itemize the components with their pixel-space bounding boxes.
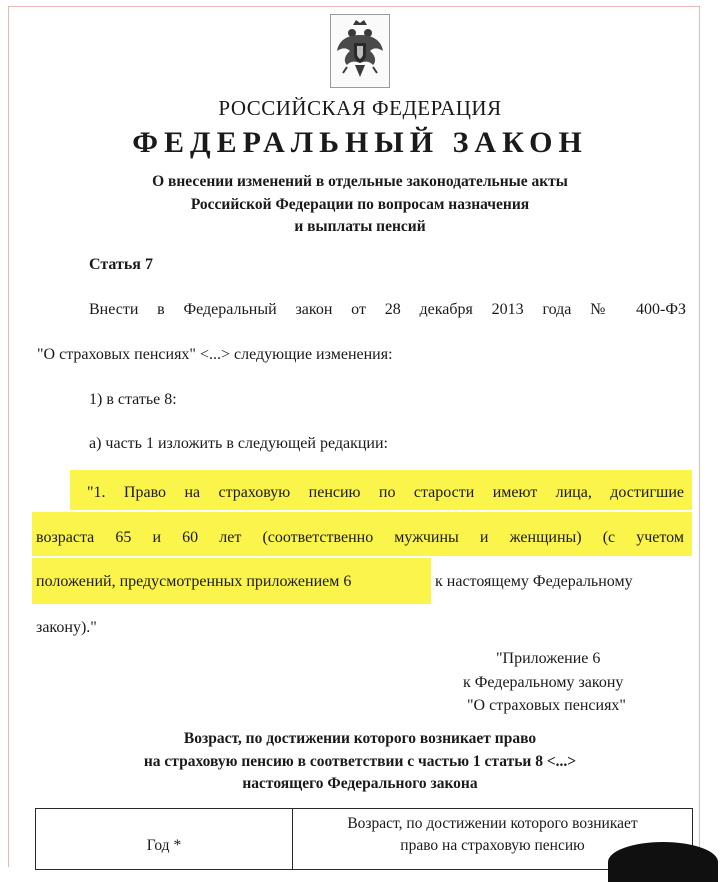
law-subtitle-line: Российской Федерации по вопросам назначения: [190, 196, 530, 213]
article-heading: Статья 7: [89, 256, 153, 273]
law-subtitle-line: О внесении изменений в отдельные законодательные акты: [152, 173, 568, 190]
annex-title-line: Возраст, по достижении которого возникает право: [183, 730, 537, 747]
article-intro-line: "О страховых пенсиях" <...> следующие изменения:: [37, 346, 393, 363]
quoted-text-line: "1. Право на страховую пенсию по старости имеют лица, достигшие: [87, 484, 684, 501]
quoted-text-line-highlighted: положений, предусмотренных приложением 6: [36, 573, 352, 590]
document-type-title: ФЕДЕРАЛЬНЫЙ ЗАКОН: [132, 126, 588, 159]
coat-of-arms-icon: [330, 14, 390, 88]
table-header-age: право на страховую пенсию: [400, 837, 585, 854]
quoted-text-line: к настоящему Федеральному: [435, 573, 633, 590]
article-intro-line: Внести в Федеральный закон от 28 декабря 2013 года № 400-ФЗ: [89, 301, 686, 318]
table-header-age: Возраст, по достижении которого возникает: [347, 815, 638, 832]
age-table: [35, 808, 693, 870]
annex-title-line: настоящего Федерального закона: [242, 775, 478, 792]
quoted-text-line: закону).": [36, 619, 97, 636]
floating-action-button[interactable]: [608, 842, 718, 882]
annex-reference-line: "О страховых пенсиях": [467, 697, 626, 714]
annex-reference-line: к Федеральному закону: [463, 674, 624, 691]
article-subitem: а) часть 1 изложить в следующей редакции:: [89, 435, 388, 452]
law-subtitle-line: и выплаты пенсий: [294, 218, 426, 235]
quoted-text-line: возраста 65 и 60 лет (соответственно мужчины и женщины) (с учетом: [36, 529, 684, 546]
annex-title-line: на страховую пенсию в соответствии с частью 1 статьи 8 <...>: [143, 753, 577, 770]
table-header-year: Год *: [146, 837, 182, 854]
country-name: РОССИЙСКАЯ ФЕДЕРАЦИЯ: [218, 96, 502, 120]
annex-reference-line: "Приложение 6: [496, 650, 601, 667]
article-item: 1) в статье 8:: [89, 391, 177, 408]
